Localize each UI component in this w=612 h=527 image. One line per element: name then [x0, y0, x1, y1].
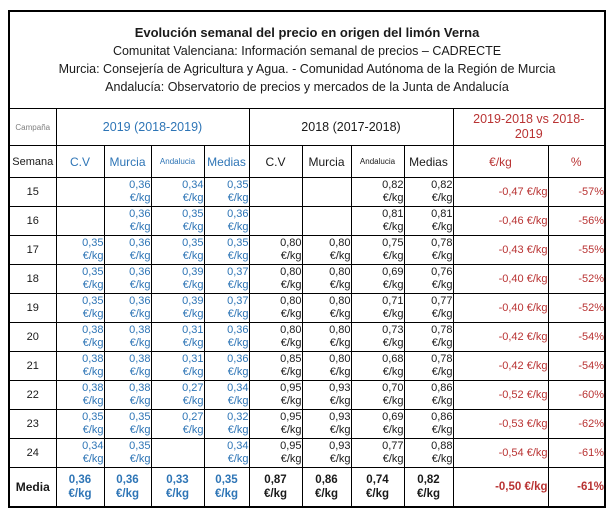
diff-pct-cell: -54% — [548, 323, 605, 352]
week-cell: 16 — [9, 207, 56, 236]
price-cell-2018-andalucia: 0,69 €/kg — [351, 410, 404, 439]
price-cell-2018-cv: 0,85 €/kg — [249, 352, 302, 381]
price-cell-2018-andalucia: 0,73 €/kg — [351, 323, 404, 352]
price-cell-2019-cv: 0,34 €/kg — [56, 439, 104, 468]
price-cell-2018-medias: 0,82 €/kg — [404, 468, 453, 508]
price-cell-2018-cv — [249, 207, 302, 236]
price-cell-2018-cv: 0,80 €/kg — [249, 323, 302, 352]
price-cell-2019-medias: 0,35 €/kg — [204, 468, 249, 508]
week-cell: 21 — [9, 352, 56, 381]
diff-pct-cell: -62% — [548, 410, 605, 439]
subtitle-andalucia: Andalucía: Observatorio de precios y mercados de la Junta de Andalucía — [105, 79, 509, 94]
price-cell-2018-medias: 0,81 €/kg — [404, 207, 453, 236]
price-cell-2018-medias: 0,78 €/kg — [404, 323, 453, 352]
table-body — [9, 178, 605, 508]
diff-eur-cell: -0,46 €/kg — [453, 207, 548, 236]
campana-label: Campaña — [9, 109, 56, 146]
price-cell-2018-andalucia: 0,69 €/kg — [351, 265, 404, 294]
price-cell-2018-murcia — [302, 178, 351, 207]
week-cell: 20 — [9, 323, 56, 352]
price-cell-2019-murcia: 0,36 €/kg — [104, 265, 151, 294]
price-cell-2019-murcia: 0,36 €/kg — [104, 294, 151, 323]
price-cell-2019-andalucia: 0,27 €/kg — [151, 381, 204, 410]
price-cell-2019-cv: 0,38 €/kg — [56, 352, 104, 381]
week-cell: 18 — [9, 265, 56, 294]
price-cell-2019-medias: 0,37 €/kg — [204, 265, 249, 294]
table-row — [9, 265, 605, 294]
price-cell-2019-cv: 0,35 €/kg — [56, 236, 104, 265]
table-row — [9, 207, 605, 236]
price-cell-2018-andalucia: 0,74 €/kg — [351, 468, 404, 508]
table-row — [9, 178, 605, 207]
campaign-header-row — [9, 109, 605, 146]
price-cell-2018-medias: 0,78 €/kg — [404, 236, 453, 265]
col-header-murcia-2019: Murcia — [104, 146, 151, 178]
price-table — [8, 10, 606, 508]
diff-eur-cell: -0,47 €/kg — [453, 178, 548, 207]
semana-label: Semana — [9, 146, 56, 178]
table-row — [9, 236, 605, 265]
col-header-medias-2019: Medias — [204, 146, 249, 178]
diff-pct-cell: -56% — [548, 207, 605, 236]
col-header-diff-pct: % — [548, 146, 605, 178]
price-cell-2018-cv: 0,95 €/kg — [249, 439, 302, 468]
price-cell-2018-murcia: 0,80 €/kg — [302, 323, 351, 352]
price-cell-2018-medias: 0,86 €/kg — [404, 381, 453, 410]
diff-eur-cell: -0,52 €/kg — [453, 381, 548, 410]
price-cell-2019-murcia: 0,38 €/kg — [104, 323, 151, 352]
col-header-medias-2018: Medias — [404, 146, 453, 178]
price-cell-2019-murcia: 0,36 €/kg — [104, 207, 151, 236]
price-cell-2019-cv: 0,35 €/kg — [56, 410, 104, 439]
col-header-andalucia-2019: Andalucia — [151, 146, 204, 178]
price-cell-2018-murcia: 0,80 €/kg — [302, 265, 351, 294]
diff-pct-cell: -54% — [548, 352, 605, 381]
price-cell-2018-murcia: 0,80 €/kg — [302, 352, 351, 381]
col-header-diff-eur: €/kg — [453, 146, 548, 178]
price-cell-2019-andalucia: 0,35 €/kg — [151, 236, 204, 265]
diff-eur-cell: -0,50 €/kg — [453, 468, 548, 508]
diff-eur-cell: -0,43 €/kg — [453, 236, 548, 265]
price-cell-2018-andalucia: 0,68 €/kg — [351, 352, 404, 381]
price-cell-2019-cv: 0,38 €/kg — [56, 323, 104, 352]
price-cell-2019-cv: 0,35 €/kg — [56, 265, 104, 294]
table-row — [9, 352, 605, 381]
group-header-2018: 2018 (2017-2018) — [249, 109, 453, 146]
title-row — [9, 11, 605, 109]
diff-eur-cell: -0,42 €/kg — [453, 323, 548, 352]
subtitle-valenciana: Comunitat Valenciana: Información semanal de precios – CADRECTE — [112, 43, 502, 58]
subtitle-murcia: Murcia: Consejería de Agricultura y Agua. - Comunidad Autónoma de la Región de Murcia — [58, 61, 556, 76]
price-cell-2019-cv: 0,35 €/kg — [56, 294, 104, 323]
price-cell-2019-cv: 0,38 €/kg — [56, 381, 104, 410]
diff-pct-cell: -55% — [548, 236, 605, 265]
price-cell-2018-cv: 0,80 €/kg — [249, 265, 302, 294]
table-row — [9, 323, 605, 352]
price-cell-2019-andalucia — [151, 439, 204, 468]
price-cell-2019-medias: 0,37 €/kg — [204, 294, 249, 323]
media-label: Media — [9, 468, 56, 508]
diff-pct-cell: -52% — [548, 265, 605, 294]
media-row — [9, 468, 605, 508]
price-cell-2018-murcia: 0,93 €/kg — [302, 381, 351, 410]
price-cell-2018-cv: 0,95 €/kg — [249, 381, 302, 410]
price-cell-2019-andalucia: 0,33 €/kg — [151, 468, 204, 508]
price-cell-2019-andalucia: 0,35 €/kg — [151, 207, 204, 236]
group-header-2019: 2019 (2018-2019) — [56, 109, 249, 146]
group-header-diff: 2019-2018 vs 2018-2019 — [453, 109, 605, 146]
diff-pct-cell: -52% — [548, 294, 605, 323]
price-cell-2018-cv: 0,80 €/kg — [249, 236, 302, 265]
week-cell: 15 — [9, 178, 56, 207]
week-cell: 23 — [9, 410, 56, 439]
diff-pct-cell: -57% — [548, 178, 605, 207]
price-cell-2019-medias: 0,35 €/kg — [204, 178, 249, 207]
diff-eur-cell: -0,40 €/kg — [453, 294, 548, 323]
price-cell-2019-murcia: 0,38 €/kg — [104, 352, 151, 381]
price-cell-2019-medias: 0,32 €/kg — [204, 410, 249, 439]
price-cell-2018-murcia: 0,80 €/kg — [302, 294, 351, 323]
table-row — [9, 294, 605, 323]
price-cell-2019-andalucia: 0,39 €/kg — [151, 294, 204, 323]
price-cell-2019-cv — [56, 178, 104, 207]
diff-pct-cell: -60% — [548, 381, 605, 410]
col-header-cv-2019: C.V — [56, 146, 104, 178]
price-cell-2018-andalucia: 0,70 €/kg — [351, 381, 404, 410]
week-cell: 19 — [9, 294, 56, 323]
price-cell-2018-cv — [249, 178, 302, 207]
price-cell-2018-medias: 0,88 €/kg — [404, 439, 453, 468]
price-cell-2018-murcia — [302, 207, 351, 236]
diff-eur-cell: -0,42 €/kg — [453, 352, 548, 381]
price-cell-2018-andalucia: 0,75 €/kg — [351, 236, 404, 265]
price-cell-2018-medias: 0,86 €/kg — [404, 410, 453, 439]
diff-pct-cell: -61% — [548, 439, 605, 468]
price-cell-2019-murcia: 0,35 €/kg — [104, 439, 151, 468]
price-cell-2019-andalucia: 0,34 €/kg — [151, 178, 204, 207]
price-cell-2019-andalucia: 0,31 €/kg — [151, 352, 204, 381]
price-cell-2019-murcia: 0,36 €/kg — [104, 178, 151, 207]
price-cell-2019-murcia: 0,38 €/kg — [104, 381, 151, 410]
col-header-murcia-2018: Murcia — [302, 146, 351, 178]
price-cell-2018-medias: 0,78 €/kg — [404, 352, 453, 381]
price-cell-2019-medias: 0,36 €/kg — [204, 207, 249, 236]
diff-eur-cell: -0,54 €/kg — [453, 439, 548, 468]
price-cell-2018-murcia: 0,86 €/kg — [302, 468, 351, 508]
price-cell-2019-medias: 0,34 €/kg — [204, 439, 249, 468]
price-cell-2018-medias: 0,82 €/kg — [404, 178, 453, 207]
price-cell-2019-cv: 0,36 €/kg — [56, 468, 104, 508]
table-title-block — [9, 11, 605, 109]
table-row — [9, 381, 605, 410]
price-cell-2018-andalucia: 0,82 €/kg — [351, 178, 404, 207]
price-cell-2018-cv: 0,80 €/kg — [249, 294, 302, 323]
price-cell-2019-murcia: 0,36 €/kg — [104, 236, 151, 265]
price-cell-2019-medias: 0,36 €/kg — [204, 323, 249, 352]
table-title: Evolución semanal del precio en origen del limón Verna — [134, 24, 480, 40]
price-cell-2018-murcia: 0,93 €/kg — [302, 439, 351, 468]
col-header-cv-2018: C.V — [249, 146, 302, 178]
price-cell-2018-andalucia: 0,81 €/kg — [351, 207, 404, 236]
diff-eur-cell: -0,40 €/kg — [453, 265, 548, 294]
col-header-andalucia-2018: Andalucia — [351, 146, 404, 178]
price-cell-2019-andalucia: 0,39 €/kg — [151, 265, 204, 294]
column-header-row — [9, 146, 605, 178]
price-cell-2019-andalucia: 0,31 €/kg — [151, 323, 204, 352]
week-cell: 24 — [9, 439, 56, 468]
price-cell-2018-murcia: 0,93 €/kg — [302, 410, 351, 439]
diff-pct-cell: -61% — [548, 468, 605, 508]
price-cell-2019-murcia: 0,35 €/kg — [104, 410, 151, 439]
diff-eur-cell: -0,53 €/kg — [453, 410, 548, 439]
price-cell-2018-andalucia: 0,71 €/kg — [351, 294, 404, 323]
price-cell-2019-cv — [56, 207, 104, 236]
price-cell-2019-andalucia: 0,27 €/kg — [151, 410, 204, 439]
price-cell-2019-medias: 0,34 €/kg — [204, 381, 249, 410]
price-cell-2018-andalucia: 0,77 €/kg — [351, 439, 404, 468]
price-cell-2018-murcia: 0,80 €/kg — [302, 236, 351, 265]
price-cell-2018-cv: 0,95 €/kg — [249, 410, 302, 439]
price-cell-2019-medias: 0,35 €/kg — [204, 236, 249, 265]
price-cell-2019-medias: 0,36 €/kg — [204, 352, 249, 381]
table-row — [9, 439, 605, 468]
price-cell-2018-cv: 0,87 €/kg — [249, 468, 302, 508]
price-cell-2019-murcia: 0,36 €/kg — [104, 468, 151, 508]
price-cell-2018-medias: 0,77 €/kg — [404, 294, 453, 323]
table-row — [9, 410, 605, 439]
week-cell: 17 — [9, 236, 56, 265]
price-cell-2018-medias: 0,76 €/kg — [404, 265, 453, 294]
week-cell: 22 — [9, 381, 56, 410]
